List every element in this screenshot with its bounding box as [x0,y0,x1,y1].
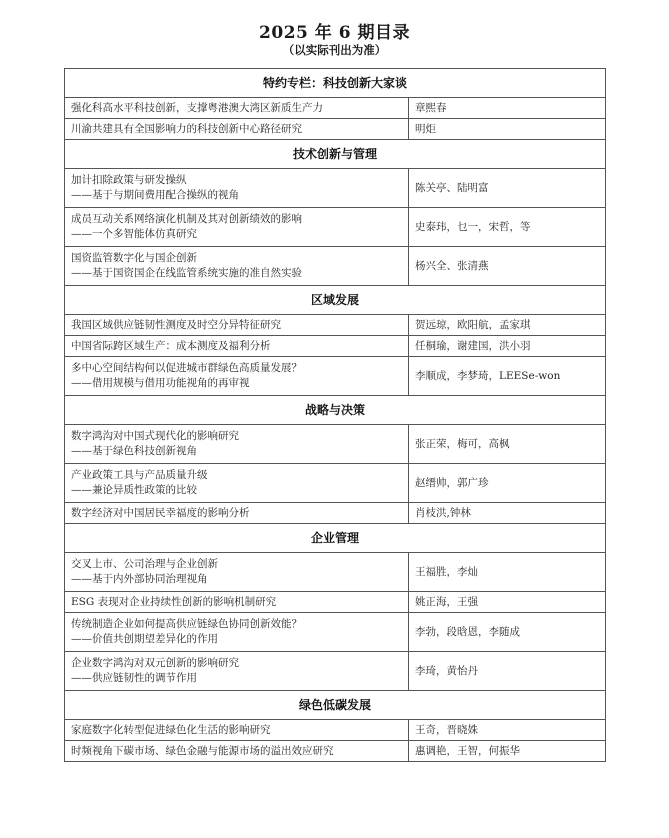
article-title [65,169,409,208]
article-main-title: 多中心空间结构何以促进城市群绿色高质量发展？ [71,362,302,374]
article-subtitle: ——兼论异质性政策的比较 [71,484,197,496]
article-main-title: 企业数字鸿沟对双元创新的影响研究 [71,657,239,669]
article-subtitle: ——基于与期间费用配合操纵的视角 [71,189,239,201]
article-title [65,208,409,247]
article-authors: 明炬 [409,119,606,140]
section-heading-row [65,140,606,169]
article-row [65,357,606,396]
article-subtitle: ——价值共创期望差异化的作用 [71,633,218,645]
section-heading: 特约专栏：科技创新大家谈 [65,69,606,98]
article-title [65,613,409,652]
article-row [65,652,606,691]
article-main-title: 成员互动关系网络演化机制及其对创新绩效的影响 [71,213,302,225]
section-heading: 技术创新与管理 [65,140,606,169]
article-main-title: 交叉上市、公司治理与企业创新 [71,558,218,570]
article-authors: 姚正海，王强 [409,592,606,613]
section-heading-row [65,69,606,98]
section-heading-row [65,691,606,720]
article-main-title: 产业政策工具与产品质量升级 [71,469,208,481]
article-authors: 赵缙帅，郭广珍 [409,464,606,503]
article-authors: 王奇，晋晓姝 [409,720,606,741]
table-of-contents [64,68,606,762]
article-row [65,464,606,503]
article-subtitle: ——借用规模与借用功能视角的再审视 [71,377,250,389]
article-row [65,720,606,741]
page-title: 2025 年 6 期目录 [259,23,410,43]
section-heading-row [65,396,606,425]
article-title: ESG 表现对企业持续性创新的影响机制研究 [65,592,409,613]
article-authors: 惠调艳，王智，何振华 [409,741,606,762]
section-heading-row [65,524,606,553]
article-main-title: 传统制造企业如何提高供应链绿色协同创新效能？ [71,618,302,630]
article-title: 川渝共建具有全国影响力的科技创新中心路径研究 [65,119,409,140]
article-title [65,247,409,286]
article-title: 时频视角下碳市场、绿色金融与能源市场的溢出效应研究 [65,741,409,762]
article-row [65,98,606,119]
article-row [65,613,606,652]
article-authors: 任桐瑜，谢建国，洪小羽 [409,336,606,357]
article-row [65,553,606,592]
article-authors: 张正荣，梅可，高枫 [409,425,606,464]
article-authors: 章熙春 [409,98,606,119]
article-main-title: 国资监管数字化与国企创新 [71,252,197,264]
article-row [65,247,606,286]
article-authors: 李勃，段晗恩，李随成 [409,613,606,652]
article-title [65,425,409,464]
article-title: 我国区域供应链韧性测度及时空分异特征研究 [65,315,409,336]
article-row [65,503,606,524]
article-main-title: 数字鸿沟对中国式现代化的影响研究 [71,430,239,442]
article-title: 数字经济对中国居民幸福度的影响分析 [65,503,409,524]
article-row [65,315,606,336]
section-heading: 区域发展 [65,286,606,315]
section-heading: 绿色低碳发展 [65,691,606,720]
article-authors: 杨兴全、张清燕 [409,247,606,286]
article-authors: 李顺成，李梦琦，LEESe-won [409,357,606,396]
article-row [65,592,606,613]
article-title [65,553,409,592]
article-subtitle: ——一个多智能体仿真研究 [71,228,197,240]
article-row [65,169,606,208]
article-row [65,741,606,762]
article-authors: 陈关亭、陆明富 [409,169,606,208]
article-title [65,357,409,396]
article-title: 中国省际跨区域生产：成本测度及福利分析 [65,336,409,357]
article-row [65,425,606,464]
article-subtitle: ——基于绿色科技创新视角 [71,445,197,457]
article-title [65,652,409,691]
article-authors: 贺远琼，欧阳航，孟家琪 [409,315,606,336]
article-authors: 王福胜，李灿 [409,553,606,592]
article-title [65,464,409,503]
article-title: 强化科高水平科技创新，支撑粤港澳大湾区新质生产力 [65,98,409,119]
section-heading-row [65,286,606,315]
article-title: 家庭数字化转型促进绿色化生活的影响研究 [65,720,409,741]
page-subtitle: （以实际刊出为准） [282,43,387,57]
article-row [65,336,606,357]
section-heading: 战略与决策 [65,396,606,425]
article-subtitle: ——基于内外部协同治理视角 [71,573,208,585]
article-row [65,208,606,247]
article-row [65,119,606,140]
article-authors: 史泰玮，乜一，宋哲，等 [409,208,606,247]
section-heading: 企业管理 [65,524,606,553]
article-authors: 李琦，黄怡丹 [409,652,606,691]
article-main-title: 加计扣除政策与研发操纵 [71,174,187,186]
article-subtitle: ——供应链韧性的调节作用 [71,672,197,684]
article-subtitle: ——基于国资国企在线监管系统实施的准自然实验 [71,267,302,279]
article-authors: 肖枝洪,钟林 [409,503,606,524]
